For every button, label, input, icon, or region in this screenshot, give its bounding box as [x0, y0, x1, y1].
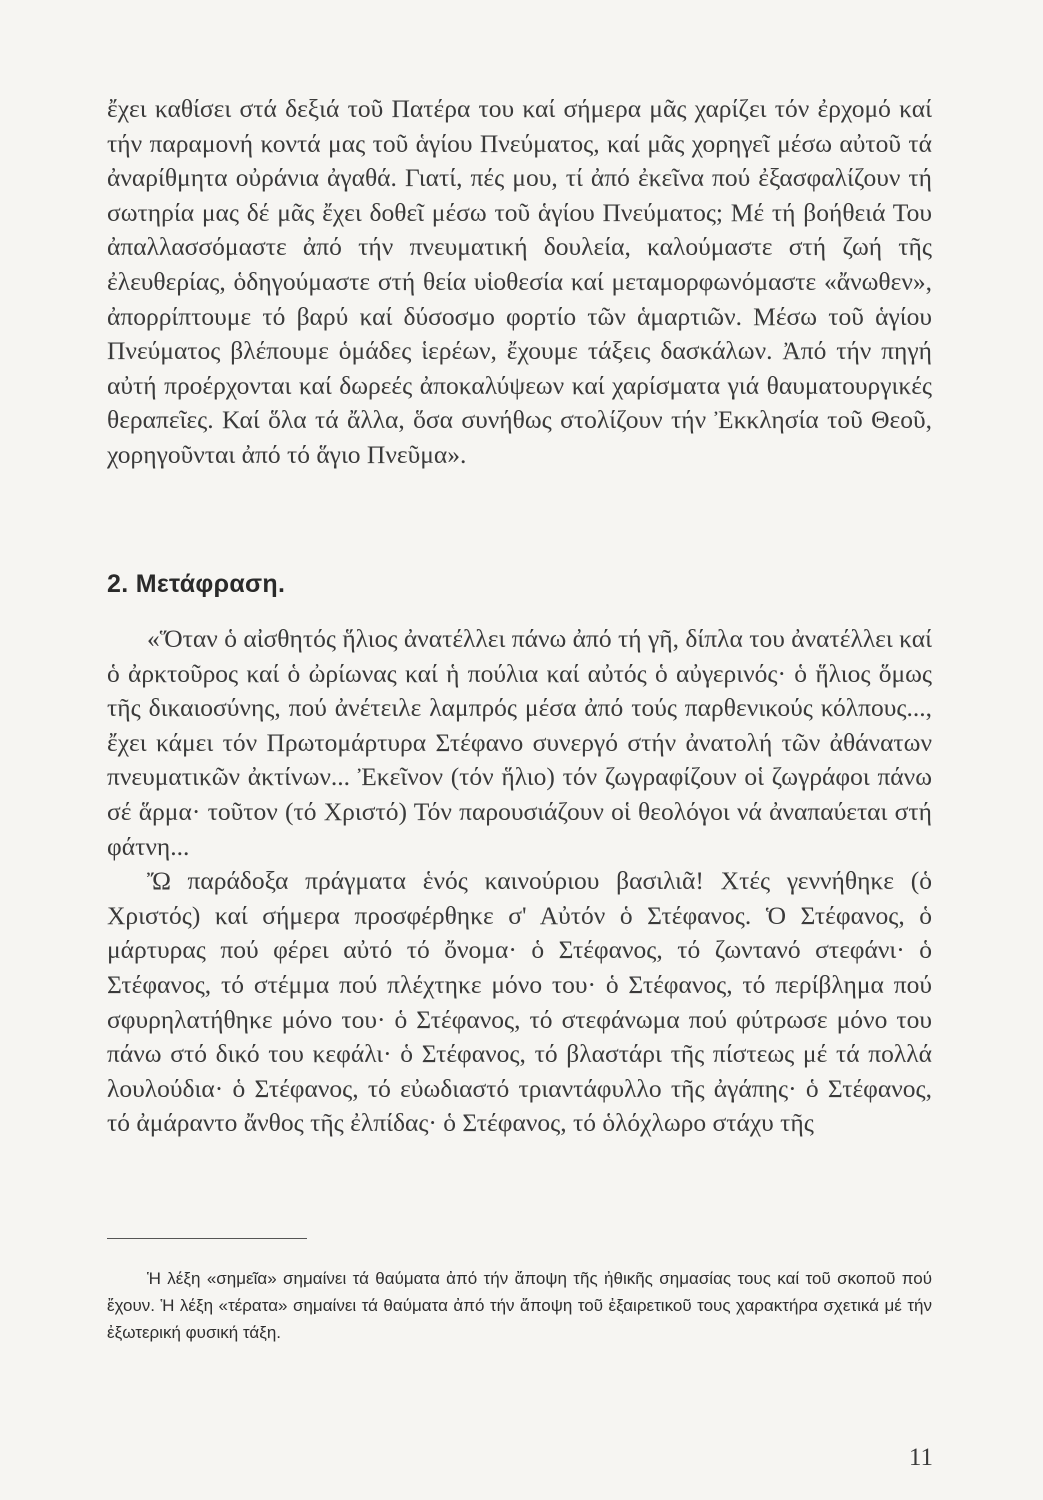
translation-paragraph-1: «Ὅταν ὁ αἰσθητός ἥλιος ἀνατέλλει πάνω ἀπό τή γῆ, δίπλα του ἀνατέλλει καί ὁ ἀρκτοῦρος καί ὁ ὠρίωνας καί ἡ πούλια καί αὐτός ὁ αὐγερινός· ὁ ἥλιος ὅμως τῆς δικαιοσύνης, πού ἀνέτειλε λαμπρός μέσα ἀπό τούς παρθενικούς κόλπους..., ἔχει κάμει τόν Πρωτομάρτυρα Στέφανο συνεργό στήν ἀνατολή τῶν ἀθάνατων πνευματικῶν ἀκτίνων... Ἐκεῖνον (τόν ἥλιο) τόν ζωγραφίζουν οἱ ζωγράφοι πάνω σέ ἅρμα· τοῦτον (τό Χριστό) Τόν παρουσιάζουν οἱ θεολόγοι νά ἀναπαύεται στή φάτνη... — [107, 624, 932, 861]
footnote-divider — [107, 1238, 307, 1239]
section-heading: 2. Μετάφραση. — [107, 570, 286, 598]
continuation-paragraph-block — [107, 92, 932, 473]
continuation-paragraph: ἔχει καθίσει στά δεξιά τοῦ Πατέρα του καί σήμερα μᾶς χαρίζει τόν ἐρχομό καί τήν παραμονή κοντά μας τοῦ ἁγίου Πνεύματος, καί μᾶς χορηγεῖ μέσω αὐτοῦ τά ἀναρίθμητα οὐράνια ἀγαθά. Γιατί, πές μου, τί ἀπό ἐκεῖνα πού ἐξασφαλίζουν τή σωτηρία μας δέ μᾶς ἔχει δοθεῖ μέσω τοῦ ἁγίου Πνεύματος; Μέ τή βοήθειά Του ἀπαλλασσόμαστε ἀπό τήν πνευματική δουλεία, καλούμαστε στή ζωή τῆς ἐλευθερίας, ὁδηγούμαστε στή θεία υἱοθεσία καί μεταμορφωνόμαστε «ἄνωθεν», ἀπορρίπτουμε τό βαρύ καί δύσοσμο φορτίο τῶν ἁμαρτιῶν. Μέσω τοῦ ἁγίου Πνεύματος βλέπουμε ὁμάδες ἱερέων, ἔχουμε τάξεις δασκάλων. Ἀπό τήν πηγή αὐτή προέρχονται καί δωρεές ἀποκαλύψεων καί χαρίσματα γιά θαυματουργικές θεραπεῖες. Καί ὅλα τά ἄλλα, ὅσα συνήθως στολίζουν τήν Ἐκκλησία τοῦ Θεοῦ, χορηγοῦνται ἀπό τό ἅγιο Πνεῦμα». — [107, 94, 932, 469]
footnote: Ἡ λέξη «σημεῖα» σημαίνει τά θαύματα ἀπό τήν ἄποψη τῆς ἠθικῆς σημασίας τους καί τοῦ σκοποῦ πού ἔχουν. Ἡ λέξη «τέρατα» σημαίνει τά θαύματα ἀπό τήν ἄποψη τοῦ ἐξαιρετικοῦ τους χαρακτήρα σχετικά μέ τήν ἐξωτερική φυσική τάξη. — [107, 1269, 932, 1342]
page-number: 11 — [908, 1444, 933, 1471]
translation-paragraph-2: Ὤ παράδοξα πράγματα ἑνός καινούριου βασιλιᾶ! Χτές γεννήθηκε (ὁ Χριστός) καί σήμερα προσφέρθηκε σ' Αὐτόν ὁ Στέφανος. Ὁ Στέφανος, ὁ μάρτυρας πού φέρει αὐτό τό ὄνομα· ὁ Στέφανος, τό ζωντανό στεφάνι· ὁ Στέφανος, τό στέμμα πού πλέχτηκε μόνο του· ὁ Στέφανος, τό περίβλημα πού σφυρηλατήθηκε μόνο του· ὁ Στέφανος, τό στεφάνωμα πού φύτρωσε μόνο του πάνω στό δικό του κεφάλι· ὁ Στέφανος, τό βλαστάρι τῆς πίστεως μέ τά πολλά λουλούδια· ὁ Στέφανος, τό εὐωδιαστό τριαντάφυλλο τῆς ἀγάπης· ὁ Στέφανος, τό ἀμάραντο ἄνθος τῆς ἐλπίδας· ὁ Στέφανος, τό ὁλόχλωρο στάχυ τῆς — [107, 866, 932, 1138]
translation-section — [107, 622, 932, 1141]
